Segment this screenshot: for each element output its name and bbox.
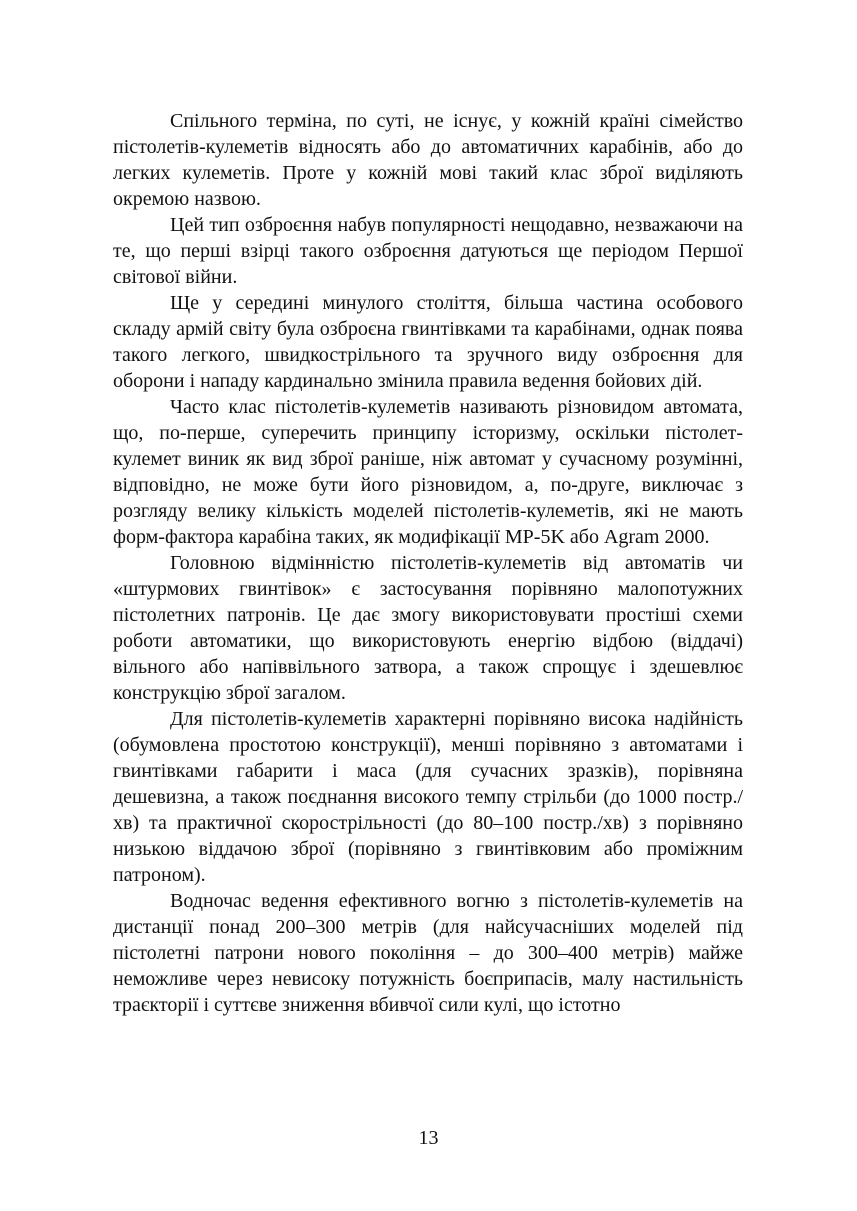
page-body	[113, 108, 743, 1018]
paragraph-6: Для пістолетів-кулеметів характерні порівняно висока надійність (обумовлена простотою конструкції), менші порівняно з автоматами і гвинтівками габарити і маса (для сучасних зразків), порівняна дешевизна, а також поєднання високого темпу стрільби (до 1000 постр./хв) та практичної скорострільності (до 80–100 постр./хв) з порівняно низькою віддачою зброї (порівняно з гвинтівковим або проміжним патроном).	[113, 708, 743, 886]
paragraph-2: Цей тип озброєння набув популярності нещодавно, незважаючи на те, що перші взірці такого озброєння датуються ще періодом Першої світової війни.	[113, 214, 743, 288]
paragraph-3: Ще у середині минулого століття, більша частина особового складу армій світу була озброєна гвинтівками та карабінами, однак поява такого легкого, швидкострільного та зручного виду озброєння для оборони і нападу кардинально змінила правила ведення бойових дій.	[113, 292, 743, 392]
paragraph-7: Водночас ведення ефективного вогню з пістолетів-кулеметів на дистанції понад 200–300 метрів (для найсучасніших моделей під пістолетні патрони нового покоління – до 300–400 метрів) майже неможливе через невисоку потужність боєприпасів, малу настильність траєкторії і суттєве зниження вбивчої сили кулі, що істотно	[113, 890, 743, 1016]
paragraph-5: Головною відмінністю пістолетів-кулеметів від автоматів чи «штурмових гвинтівок» є застосування порівняно малопотужних пістолетних патронів. Це дає змогу використовувати простіші схеми роботи автоматики, що використовують енергію відбою (віддачі) вільного або напіввільного затвора, а також спрощує і здешевлює конструкцію зброї загалом.	[113, 552, 743, 704]
paragraph-4: Часто клас пістолетів-кулеметів називають різновидом автомата, що, по-перше, суперечить принципу історизму, оскільки пістолет-кулемет виник як вид зброї раніше, ніж автомат у сучасному розумінні, відповідно, не може бути його різновидом, а, по-друге, виключає з розгляду велику кількість моделей пістолетів-кулеметів, які не мають форм-фактора карабіна таких, як модифікації MP-5K або Agram 2000.	[113, 396, 743, 548]
page-number: 13	[418, 1127, 439, 1149]
paragraph-1: Спільного терміна, по суті, не існує, у кожній країні сімейство пістолетів-кулеметів відносять або до автоматичних карабінів, або до легких кулеметів. Проте у кожній мові такий клас зброї виділяють окремою назвою.	[113, 110, 743, 210]
